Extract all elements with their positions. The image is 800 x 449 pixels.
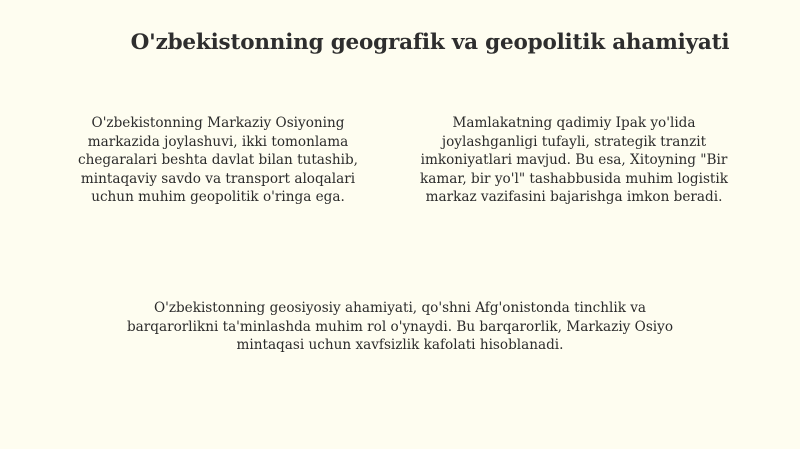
- paragraph-left: O'zbekistonning Markaziy Osiyoning markazida joylashuvi, ikki tomonlama chegaralari beshta davlat bilan tutashib, mintaqaviy savdo va transport aloqalari uchun muhim geopolitik o'ringa ega.: [78, 115, 358, 205]
- paragraph-bottom: O'zbekistonning geosiyosiy ahamiyati, qo'shni Afg'onistonda tinchlik va barqarorlikni ta'minlashda muhim rol o'ynaydi. Bu barqarorlik, Markaziy Osiyo mintaqasi uchun xavfsizlik kafolati hisoblanadi.: [126, 300, 674, 353]
- slide-title: O'zbekistonning geografik va geopolitik ahamiyati: [130, 30, 730, 55]
- paragraph-right: Mamlakatning qadimiy Ipak yo'lida joylashganligi tufayli, strategik tranzit imkoniyatlari mavjud. Bu esa, Xitoyning "Bir kamar, bir yo'l" tashabbusida muhim logistik markaz vazifasini bajarishga imkon beradi.: [420, 115, 728, 205]
